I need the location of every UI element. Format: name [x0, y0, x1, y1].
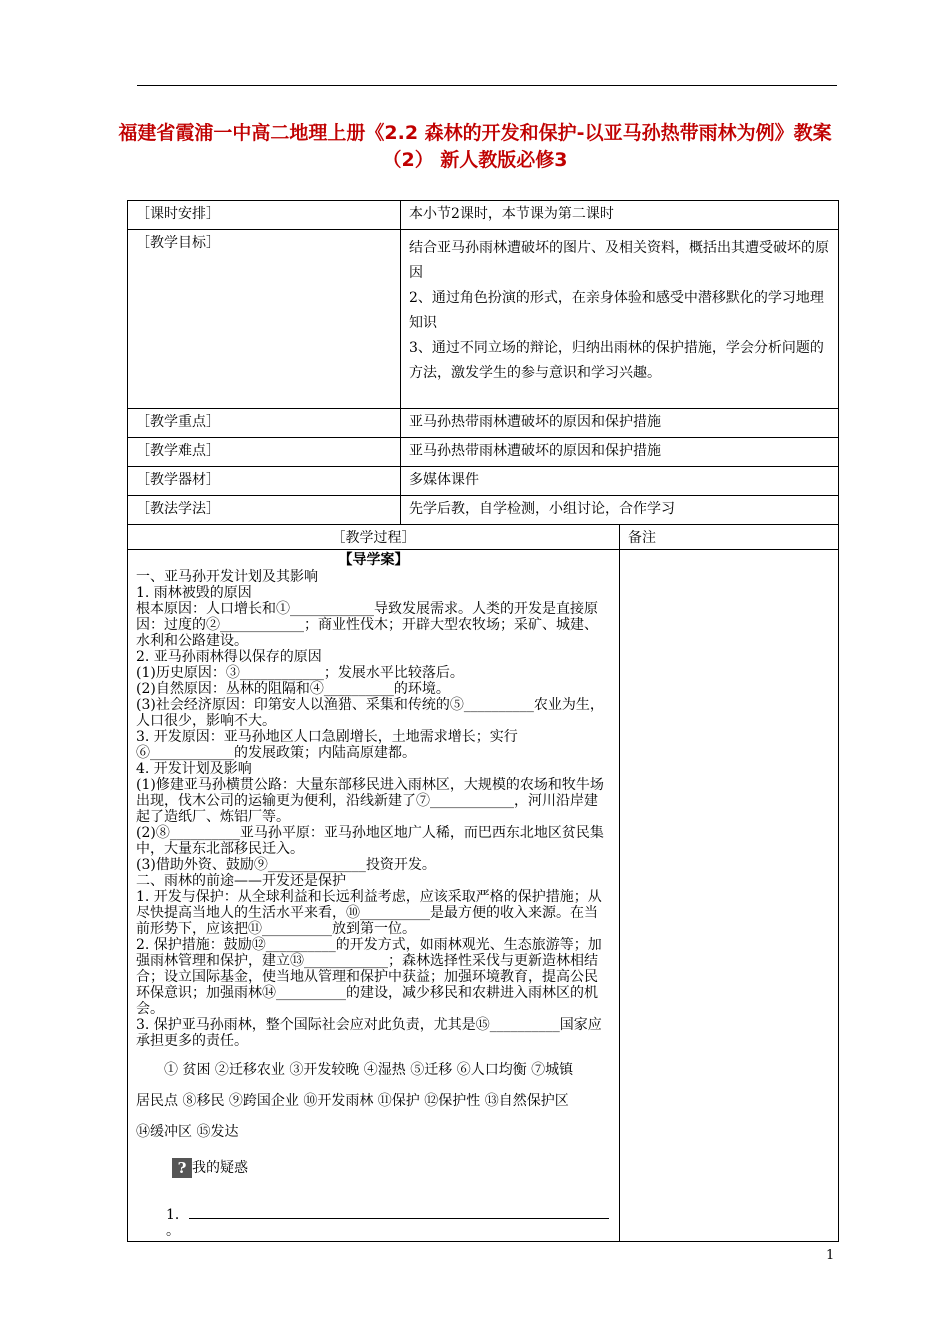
table-row	[128, 438, 839, 467]
process-header: ［教学过程］	[128, 525, 620, 550]
process-header-row	[128, 525, 839, 550]
header-rule	[137, 85, 837, 86]
guide-line: 3. 保护亚马孙雨林，整个国际社会应对此负责，尤其是⑮__________国家应承担更多的责任。	[136, 1017, 602, 1049]
row-value: 多媒体课件	[401, 467, 839, 496]
answer-options	[136, 1055, 611, 1148]
guide-line: 2. 保护措施：鼓励⑫__________的开发方式，如雨林观光、生态旅游等；加强雨林管理和保护，建立⑬____________；森林选择性采伐与更新造林相结合；设立国际基金，使当地从管理和保护中获益；加强环境教育，提高公民环保意识；加强雨林⑭__________的建设，减少移民和农耕进入雨林区的机会。	[136, 937, 602, 1017]
page-number: 1	[826, 1248, 835, 1263]
table-row	[128, 201, 839, 230]
guide-heading: 【导学案】	[338, 552, 409, 568]
guide-line: (1)修建亚马孙横贯公路：大量东部移民进入雨林区，大规模的农场和牧牛场出现，伐木公司的运输更为便利，沿线新建了⑦____________，河川沿岸建起了造纸厂、炼铝厂等。	[136, 777, 604, 825]
table-row	[128, 230, 839, 409]
doubt-blank	[166, 1204, 611, 1239]
blank-number: 1．	[166, 1207, 189, 1223]
row-label: ［教学目标］	[128, 230, 401, 409]
options-line: 居民点 ⑧移民 ⑨跨国企业 ⑩开发雨林 ⑪保护 ⑫保护性 ⑬自然保护区	[136, 1093, 569, 1109]
guide-line: 4. 开发计划及影响	[136, 761, 252, 777]
guide-line: 3. 开发原因：亚马孙地区人口急剧增长，土地需求增长；实行⑥____________的发展政策；内陆高原建都。	[136, 729, 518, 761]
guide-line: 二、雨林的前途——开发还是保护	[136, 873, 346, 889]
row-label: ［教学重点］	[128, 409, 401, 438]
row-label: ［教学难点］	[128, 438, 401, 467]
row-label: ［课时安排］	[128, 201, 401, 230]
row-value: 本小节2课时，本节课为第二课时	[401, 201, 839, 230]
row-label: ［教法学法］	[128, 496, 401, 525]
guide-line: 一、亚马孙开发计划及其影响	[136, 569, 318, 585]
note-header: 备注	[620, 525, 839, 550]
guide-line: (3)社会经济原因：印第安人以渔猎、采集和传统的⑤__________农业为生，人口很少，影响不大。	[136, 697, 604, 729]
doubt-label: 我的疑惑	[192, 1160, 248, 1176]
doubt-section	[172, 1158, 611, 1178]
guide-line: 1. 雨林被毁的原因	[136, 585, 252, 601]
guide-line: 根本原因：人口增长和①____________导致发展需求。人类的开发是直接原因：过度的②____________；商业性伐木；开辟大型农牧场；采矿、城建、水利和公路建设。	[136, 601, 598, 649]
guide-line: (2)自然原因：丛林的阻隔和④__________的环境。	[136, 681, 450, 697]
row-value: 先学后教，自学检测，小组讨论，合作学习	[401, 496, 839, 525]
table-row	[128, 496, 839, 525]
document-title: 福建省霞浦一中高二地理上册《2.2 森林的开发和保护-以亚马孙热带雨林为例》教案（2） 新人教版必修3	[118, 122, 832, 171]
options-line: ① 贫困 ②迁移农业 ③开发较晚 ④湿热 ⑤迁移 ⑥人口均衡 ⑦城镇	[164, 1062, 574, 1078]
guide-content	[128, 550, 620, 1242]
guide-line: 1. 开发与保护：从全球利益和长远利益考虑，应该采取严格的保护措施；从尽快提高当地人的生活水平来看，⑩__________是最方便的收入来源。在当前形势下，应该把⑪__________放到第一位。	[136, 889, 602, 937]
lesson-plan-table	[127, 200, 839, 1242]
row-value: 亚马孙热带雨林遭破坏的原因和保护措施	[401, 438, 839, 467]
guide-line: (1)历史原因：③____________；发展水平比较落后。	[136, 665, 464, 681]
table-row	[128, 467, 839, 496]
question-icon: ?	[172, 1158, 192, 1178]
guide-line: (2)⑧__________亚马孙平原：亚马孙地区地广人稀，而巴西东北地区贫民集中，大量东北部移民迁入。	[136, 825, 604, 857]
guide-line: 2. 亚马孙雨林得以保存的原因	[136, 649, 322, 665]
blank-line[interactable]	[189, 1204, 609, 1219]
note-cell	[620, 550, 839, 1242]
row-value: 结合亚马孙雨林遭破坏的图片、及相关资料，概括出其遭受破坏的原因 2、通过角色扮演的形式，在亲身体验和感受中潜移默化的学习地理知识 3、通过不同立场的辩论，归纳出雨林的保护措施，学会分析问题的方法，激发学生的参与意识和学习兴趣。	[401, 230, 839, 409]
blank-end: 。	[166, 1223, 180, 1239]
guide-row	[128, 550, 839, 1242]
row-value: 亚马孙热带雨林遭破坏的原因和保护措施	[401, 409, 839, 438]
row-label: ［教学器材］	[128, 467, 401, 496]
table-row	[128, 409, 839, 438]
options-line: ⑭缓冲区 ⑮发达	[136, 1124, 239, 1140]
guide-line: (3)借助外资、鼓励⑨______________投资开发。	[136, 857, 436, 873]
